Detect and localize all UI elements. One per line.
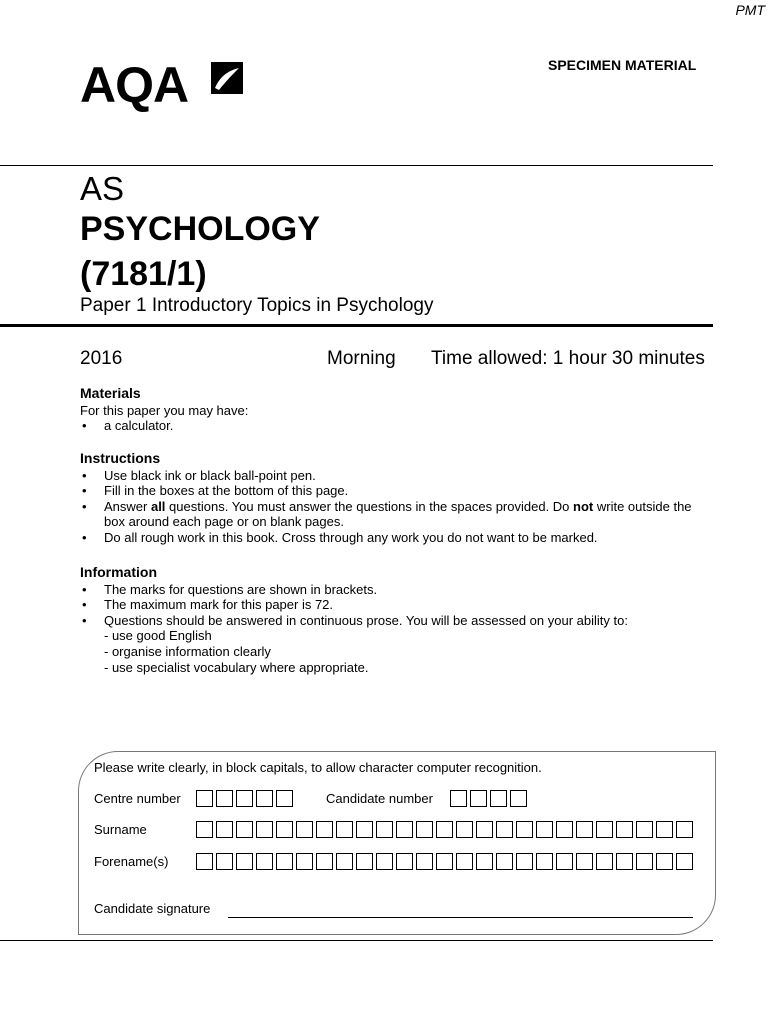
top-divider [0, 165, 713, 166]
character-box[interactable] [476, 821, 493, 838]
information-heading: Information [80, 564, 157, 580]
character-box[interactable] [636, 821, 653, 838]
candidate-signature-label: Candidate signature [94, 901, 211, 916]
candidate-signature-line[interactable] [228, 917, 693, 918]
character-box[interactable] [510, 790, 527, 807]
centre-number-label: Centre number [94, 791, 181, 806]
information-item: • The marks for questions are shown in brackets. [80, 582, 710, 598]
character-box[interactable] [436, 821, 453, 838]
qualification-level: AS [80, 170, 125, 207]
character-box[interactable] [216, 790, 233, 807]
exam-session: Morning [327, 348, 396, 369]
character-box[interactable] [576, 821, 593, 838]
character-box[interactable] [516, 821, 533, 838]
character-box[interactable] [616, 853, 633, 870]
character-box[interactable] [356, 853, 373, 870]
character-box[interactable] [416, 853, 433, 870]
character-box[interactable] [376, 853, 393, 870]
aqa-logo [80, 57, 189, 113]
character-box[interactable] [256, 853, 273, 870]
instruction-item: • Answer all questions. You must answer the questions in the spaces provided. Do not write outside the box around each page or on blank pages. [80, 499, 710, 530]
forename-label: Forename(s) [94, 854, 169, 869]
character-box[interactable] [396, 821, 413, 838]
character-box[interactable] [276, 821, 293, 838]
character-box[interactable] [596, 853, 613, 870]
character-box[interactable] [216, 853, 233, 870]
character-box[interactable] [656, 853, 673, 870]
character-box[interactable] [236, 790, 253, 807]
forename-field[interactable] [196, 853, 696, 870]
pmt-label: PMT [735, 2, 765, 18]
character-box[interactable] [356, 821, 373, 838]
character-box[interactable] [296, 853, 313, 870]
character-box[interactable] [196, 821, 213, 838]
instruction-item: • Fill in the boxes at the bottom of this page. [80, 483, 710, 499]
specimen-material-label: SPECIMEN MATERIAL [548, 57, 697, 73]
surname-field[interactable] [196, 821, 696, 838]
subject-title: PSYCHOLOGY [80, 210, 320, 248]
character-box[interactable] [396, 853, 413, 870]
exam-year: 2016 [80, 348, 123, 369]
information-subitem: - use specialist vocabulary where appropriate. [104, 659, 369, 675]
candidate-number-field[interactable] [450, 790, 530, 807]
bottom-divider [0, 940, 713, 941]
character-box[interactable] [236, 853, 253, 870]
character-box[interactable] [316, 853, 333, 870]
character-box[interactable] [556, 821, 573, 838]
character-box[interactable] [376, 821, 393, 838]
character-box[interactable] [616, 821, 633, 838]
character-box[interactable] [536, 853, 553, 870]
character-box[interactable] [296, 821, 313, 838]
aqa-logo-mark-icon [209, 60, 245, 96]
information-item: • Questions should be answered in continuous prose. You will be assessed on your ability to: [80, 613, 710, 629]
information-section [80, 565, 710, 675]
character-box[interactable] [490, 790, 507, 807]
materials-list [80, 418, 710, 434]
character-box[interactable] [536, 821, 553, 838]
character-box[interactable] [196, 853, 213, 870]
title-divider [0, 324, 713, 327]
character-box[interactable] [470, 790, 487, 807]
character-box[interactable] [656, 821, 673, 838]
centre-number-field[interactable] [196, 790, 296, 807]
character-box[interactable] [676, 821, 693, 838]
character-box[interactable] [476, 853, 493, 870]
paper-code: (7181/1) [80, 255, 207, 293]
character-box[interactable] [236, 821, 253, 838]
instructions-section [80, 451, 710, 546]
character-box[interactable] [496, 853, 513, 870]
instruction-item: • Do all rough work in this book. Cross through any work you do not want to be marked. [80, 530, 710, 546]
character-box[interactable] [256, 790, 273, 807]
character-box[interactable] [256, 821, 273, 838]
character-box[interactable] [456, 853, 473, 870]
logo-text: AQA [80, 57, 189, 113]
candidate-number-label: Candidate number [326, 791, 433, 806]
character-box[interactable] [276, 790, 293, 807]
materials-section [80, 386, 710, 434]
character-box[interactable] [556, 853, 573, 870]
character-box[interactable] [196, 790, 213, 807]
character-box[interactable] [450, 790, 467, 807]
information-subitem: - organise information clearly [104, 643, 271, 659]
character-box[interactable] [316, 821, 333, 838]
character-box[interactable] [456, 821, 473, 838]
instruction-item: • Use black ink or black ball-point pen. [80, 468, 710, 484]
character-box[interactable] [416, 821, 433, 838]
materials-intro: For this paper you may have: [80, 402, 249, 418]
character-box[interactable] [636, 853, 653, 870]
instructions-heading: Instructions [80, 450, 161, 466]
candidate-box-prompt: Please write clearly, in block capitals, to allow character computer recognition. [94, 760, 542, 775]
character-box[interactable] [336, 821, 353, 838]
time-allowed: Time allowed: 1 hour 30 minutes [431, 348, 705, 369]
materials-item: • a calculator. [80, 418, 710, 434]
instructions-list [80, 468, 710, 546]
character-box[interactable] [676, 853, 693, 870]
information-list [80, 582, 710, 629]
character-box[interactable] [336, 853, 353, 870]
materials-heading: Materials [80, 385, 141, 401]
character-box[interactable] [576, 853, 593, 870]
information-item: • The maximum mark for this paper is 72. [80, 597, 710, 613]
character-box[interactable] [596, 821, 613, 838]
surname-label: Surname [94, 822, 147, 837]
information-subitem: - use good English [104, 628, 212, 644]
paper-title: Paper 1 Introductory Topics in Psychology [80, 295, 434, 316]
character-box[interactable] [516, 853, 533, 870]
character-box[interactable] [436, 853, 453, 870]
character-box[interactable] [276, 853, 293, 870]
character-box[interactable] [496, 821, 513, 838]
character-box[interactable] [216, 821, 233, 838]
